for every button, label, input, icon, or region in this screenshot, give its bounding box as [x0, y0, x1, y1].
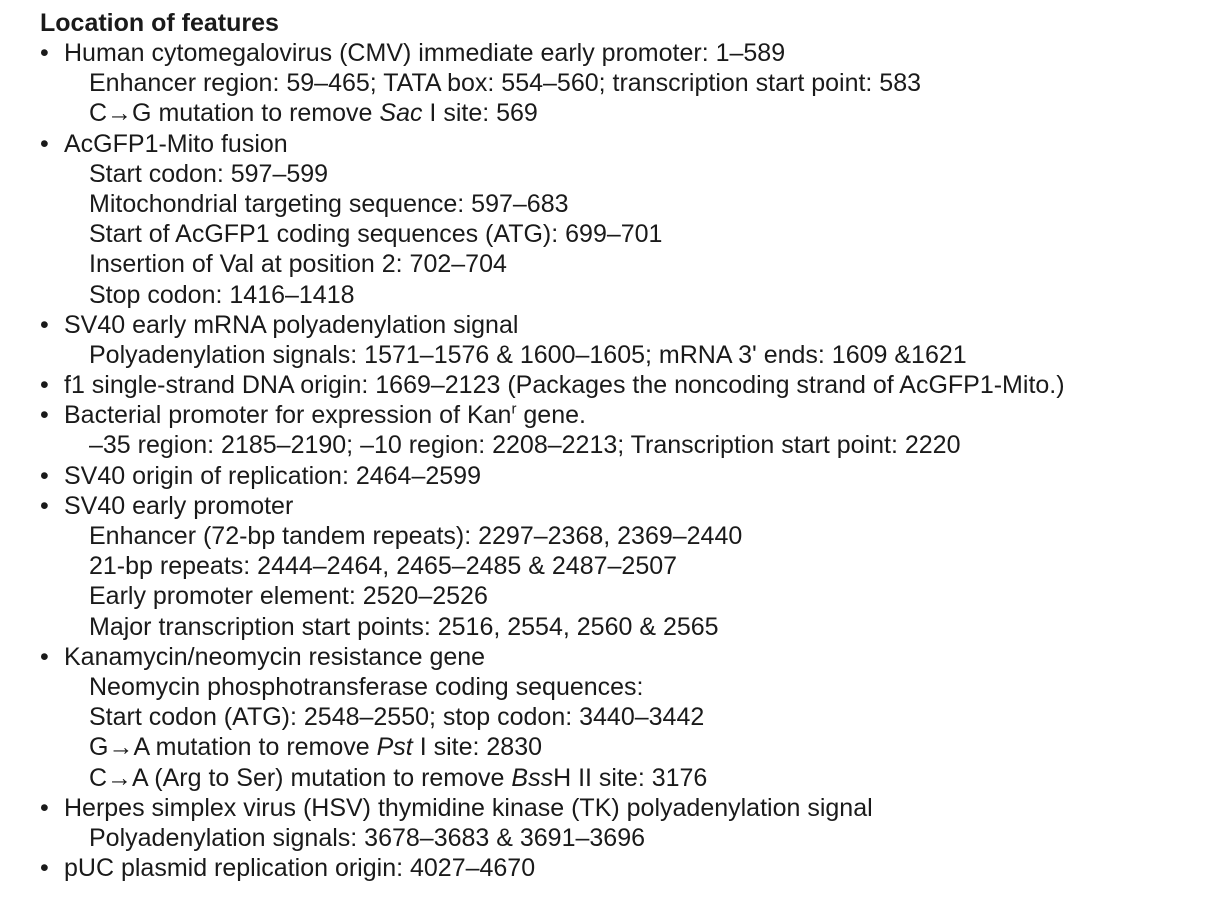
feature-detail: [40, 280, 1230, 310]
feature-detail: [40, 763, 1230, 793]
feature-title: Human cytomegalovirus (CMV) immediate early promoter: 1–589: [64, 39, 786, 67]
bullet-icon: •: [40, 371, 49, 400]
detail-text: –35 region: 2185–2190; –10 region: 2208–2213; Transcription start point: 2220: [89, 431, 961, 460]
bullet-icon: •: [40, 491, 49, 520]
feature-detail: [40, 612, 1230, 642]
feature-detail: [40, 68, 1230, 98]
feature-detail: [40, 551, 1230, 581]
feature-title: pUC plasmid replication origin: 4027–4670: [64, 854, 536, 883]
detail-text: Early promoter element: 2520–2526: [89, 582, 488, 611]
feature-detail: [40, 581, 1230, 611]
feature-detail: [40, 823, 1230, 853]
detail-text: Start of AcGFP1 coding sequences (ATG): 699–701: [89, 220, 663, 249]
feature-item: [40, 461, 1230, 491]
feature-detail: [40, 521, 1230, 551]
feature-title: SV40 origin of replication: 2464–2599: [64, 461, 481, 490]
feature-item: [40, 491, 1230, 521]
feature-detail: [40, 249, 1230, 279]
feature-detail: [40, 732, 1230, 762]
feature-item: [40, 642, 1230, 672]
detail-text: Major transcription start points: 2516, 2554, 2560 & 2565: [89, 612, 719, 641]
bullet-icon: •: [40, 310, 49, 339]
detail-text: Neomycin phosphotransferase coding sequences:: [89, 672, 644, 701]
bullet-icon: •: [40, 129, 49, 158]
feature-title: Herpes simplex virus (HSV) thymidine kinase (TK) polyadenylation signal: [64, 793, 873, 822]
feature-item: [40, 853, 1230, 883]
detail-text: Enhancer (72-bp tandem repeats): 2297–2368, 2369–2440: [89, 522, 743, 550]
feature-detail: [40, 189, 1230, 219]
feature-item: [40, 129, 1230, 159]
feature-detail: [40, 219, 1230, 249]
detail-text: Start codon: 597–599: [89, 159, 329, 188]
detail-text: Polyadenylation signals: 3678–3683 & 3691–3696: [89, 823, 646, 852]
italic-term: Pst: [376, 733, 413, 762]
feature-detail: [40, 430, 1230, 460]
detail-text: Stop codon: 1416–1418: [89, 280, 355, 309]
superscript: r: [511, 400, 517, 418]
feature-item: [40, 310, 1230, 340]
feature-title-suffix: gene.: [516, 401, 586, 430]
feature-item: [40, 400, 1230, 430]
bullet-icon: •: [40, 793, 49, 822]
detail-text: Polyadenylation signals: 1571–1576 & 1600–1605; mRNA 3' ends: 1609 &1621: [89, 340, 967, 369]
detail-text: 21-bp repeats: 2444–2464, 2465–2485 & 2487–2507: [89, 552, 678, 581]
page-title: Location of features: [40, 9, 279, 37]
detail-text: I site: 569: [422, 99, 538, 128]
italic-term: Bss: [511, 763, 554, 792]
feature-title: Kanamycin/neomycin resistance gene: [64, 642, 486, 671]
feature-detail: [40, 340, 1230, 370]
detail-text: Mitochondrial targeting sequence: 597–683: [89, 189, 569, 218]
detail-text: C→G mutation to remove: [89, 99, 380, 128]
feature-detail: [40, 702, 1230, 732]
feature-title: SV40 early mRNA polyadenylation signal: [64, 310, 519, 339]
detail-text: Start codon (ATG): 2548–2550; stop codon: 3440–3442: [89, 703, 705, 732]
detail-text: C→A (Arg to Ser) mutation to remove: [89, 763, 512, 792]
feature-detail: [40, 98, 1230, 128]
italic-term: Sac: [379, 99, 423, 128]
bullet-icon: •: [40, 461, 49, 490]
feature-item: [40, 370, 1230, 400]
detail-text: G→A mutation to remove: [89, 733, 377, 762]
detail-text: Enhancer region: 59–465; TATA box: 554–560; transcription start point: 583: [89, 69, 922, 98]
bullet-icon: •: [40, 39, 49, 67]
bullet-icon: •: [40, 642, 49, 671]
detail-text: Insertion of Val at position 2: 702–704: [89, 250, 507, 279]
feature-detail: [40, 159, 1230, 189]
feature-title: SV40 early promoter: [64, 491, 294, 520]
feature-item: [40, 38, 1230, 68]
feature-title: AcGFP1-Mito fusion: [64, 129, 288, 158]
detail-text: I site: 2830: [412, 733, 542, 762]
feature-list: [40, 38, 1230, 883]
detail-text: H II site: 3176: [553, 763, 708, 792]
feature-title: Bacterial promoter for expression of Kan: [64, 401, 512, 430]
bullet-icon: •: [40, 401, 49, 430]
feature-title: f1 single-strand DNA origin: 1669–2123 (Packages the noncoding strand of AcGFP1-Mito.): [64, 371, 1065, 400]
feature-item: [40, 793, 1230, 823]
bullet-icon: •: [40, 854, 49, 883]
feature-detail: [40, 672, 1230, 702]
